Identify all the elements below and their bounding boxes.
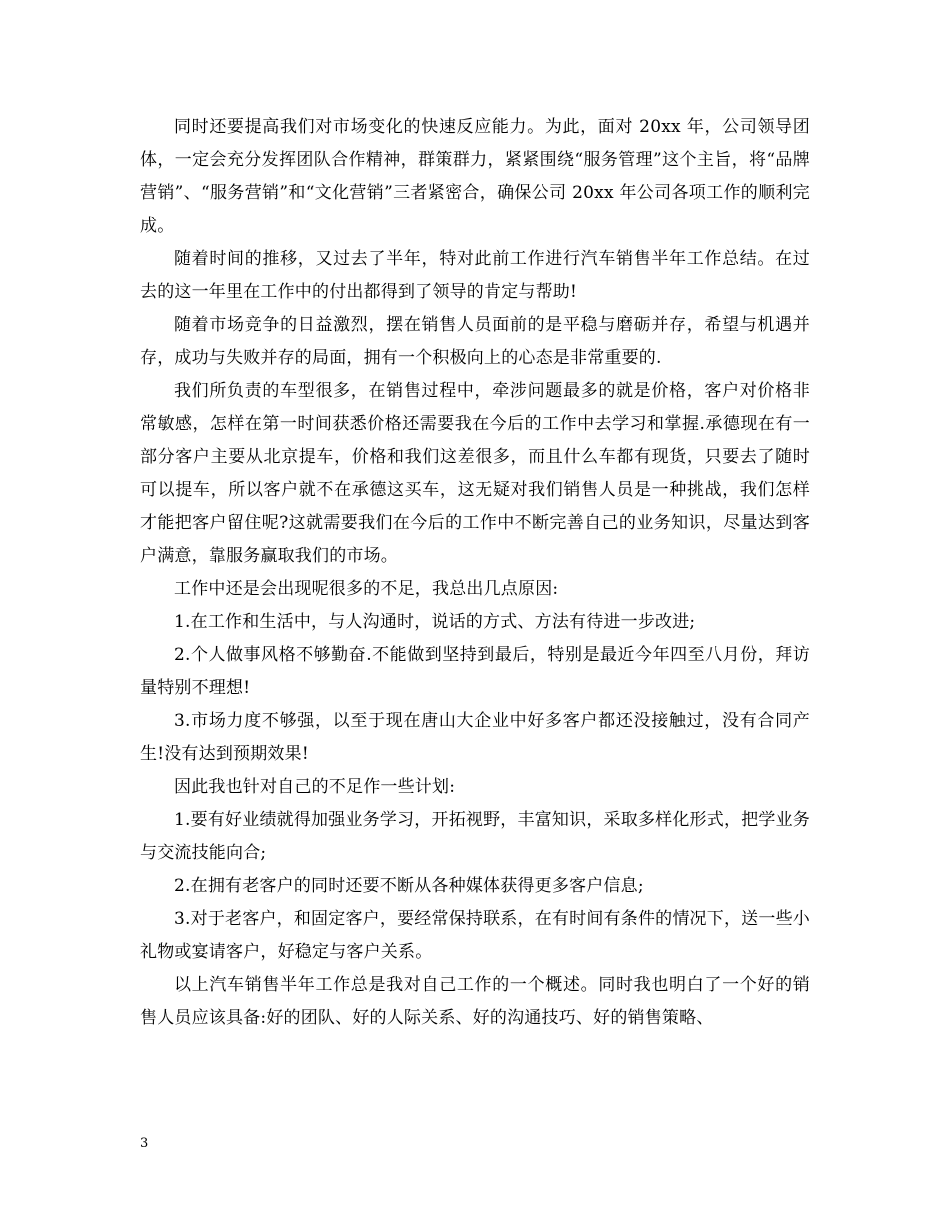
paragraph-3: 随着市场竞争的日益激烈，摆在销售人员面前的是平稳与磨砺并存，希望与机遇并存，成功与失败并存的局面，拥有一个积极向上的心态是非常重要的. — [140, 315, 810, 368]
page-number: 3 — [140, 1136, 149, 1151]
list-item-problem-2: 2.个人做事风格不够勤奋.不能做到坚持到最后，特别是最近今年四至八月份，拜访量特别不理想! — [140, 645, 810, 698]
paragraph-plan-intro: 因此我也针对自己的不足作一些计划: — [174, 777, 456, 797]
list-item-plan-1: 1.要有好业绩就得加强业务学习，开拓视野，丰富知识，采取多样化形式，把学业务与交流技能向合; — [140, 810, 810, 863]
paragraph-4: 我们所负责的车型很多，在销售过程中，牵涉问题最多的就是价格，客户对价格非常敏感，怎样在第一时间获悉价格还需要我在今后的工作中去学习和掌握.承德现在有一部分客户主要从北京提车，价格和我们这差很多，而且什么车都有现货，只要去了随时可以提车，所以客户就不在承德这买车，这无疑对我们销售人员是一种挑战，我们怎样才能把客户留住呢?这就需要我们在今后的工作中不断完善自己的业务知识，尽量达到客户满意，靠服务赢取我们的市场。 — [140, 381, 810, 566]
document-body — [140, 111, 810, 1035]
list-item-problem-1: 1.在工作和生活中，与人沟通时，说话的方式、方法有待进一步改进; — [174, 612, 696, 632]
paragraph-2: 随着时间的推移，又过去了半年，特对此前工作进行汽车销售半年工作总结。在过去的这一年里在工作中的付出都得到了领导的肯定与帮助! — [140, 249, 810, 302]
paragraph-1: 同时还要提高我们对市场变化的快速反应能力。为此，面对 20xx 年，公司领导团体，一定会充分发挥团队合作精神，群策群力，紧紧围绕“服务管理”这个主旨，将“品牌营销”、“服务营销”和“文化营销”三者紧密合，确保公司 20xx 年公司各项工作的顺利完成。 — [140, 117, 810, 236]
list-item-problem-3: 3.市场力度不够强，以至于现在唐山大企业中好多客户都还没接触过，没有合同产生!没有达到预期效果! — [140, 711, 810, 764]
list-item-plan-2: 2.在拥有老客户的同时还要不断从各种媒体获得更多客户信息; — [174, 876, 644, 896]
list-item-plan-3: 3.对于老客户，和固定客户，要经常保持联系，在有时间有条件的情况下，送一些小礼物或宴请客户，好稳定与客户关系。 — [140, 909, 810, 962]
paragraph-summary: 以上汽车销售半年工作总是我对自己工作的一个概述。同时我也明白了一个好的销售人员应该具备:好的团队、好的人际关系、好的沟通技巧、好的销售策略、 — [140, 975, 810, 1028]
paragraph-5: 工作中还是会出现呢很多的不足，我总出几点原因: — [174, 579, 559, 599]
